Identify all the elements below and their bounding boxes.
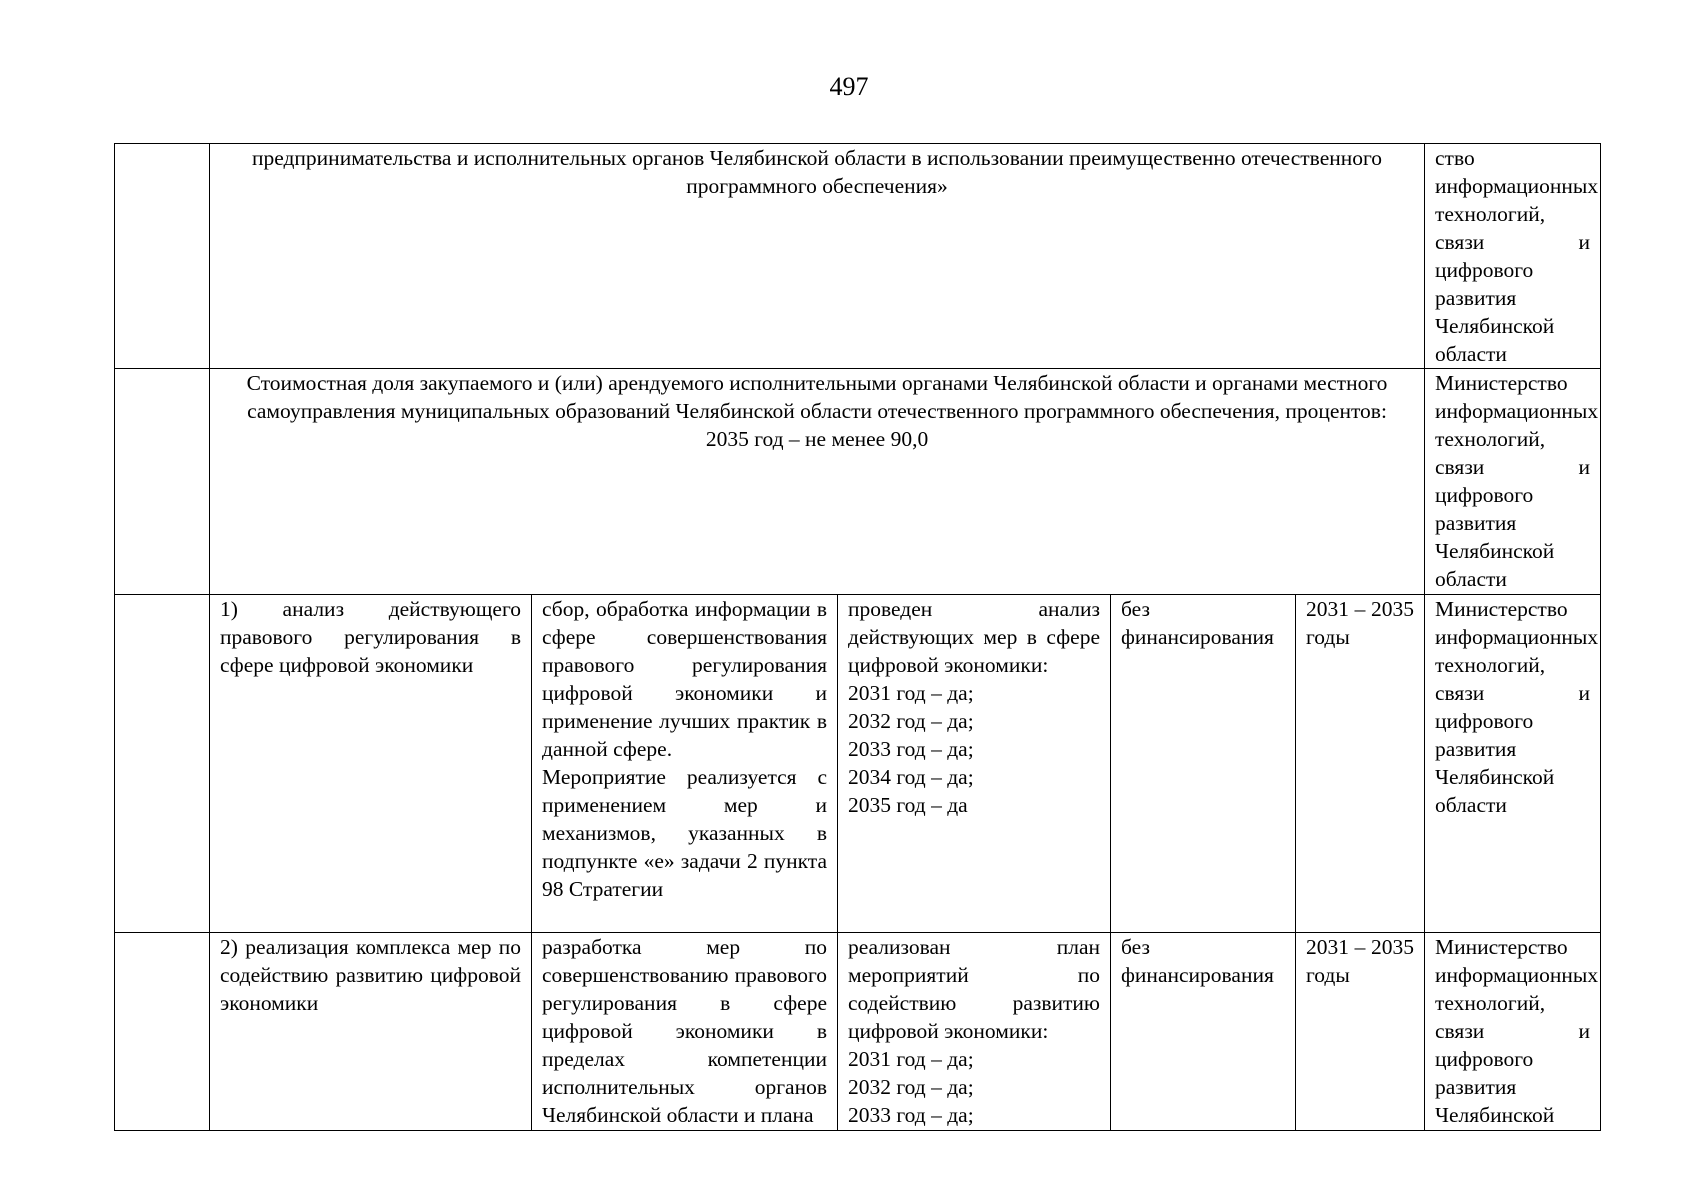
indicator-target: 2035 год – не менее 90,0	[705, 427, 929, 451]
continuation-text: предпринимательства и исполнительных органов Челябинской области в использовании преимущественно отечественного программного обеспечения»	[210, 144, 1425, 369]
responsible-cell: Министерство информационных технологий, связи и цифрового развития Челябинской области	[1425, 595, 1601, 933]
number-cell	[115, 933, 210, 1131]
activity-row	[115, 933, 1601, 1131]
responsible-cell: Министерство информационных технологий, связи и цифрового развития Челябинской	[1425, 933, 1601, 1131]
result-year: 2035 год – да	[848, 793, 968, 817]
result-year: 2031 год – да;	[848, 1047, 974, 1071]
responsible-cell: Министерство информационных технологий, связи и цифрового развития Челябинской области	[1425, 369, 1601, 595]
activity-period: 2031 – 2035 годы	[1296, 595, 1425, 933]
result-year: 2032 год – да;	[848, 1075, 974, 1099]
activity-content-text: сбор, обработка информации в сфере совершенствования правового регулирования цифровой экономики и применение лучших практик в данной сфере.	[542, 597, 827, 761]
result-year: 2033 год – да;	[848, 1103, 974, 1127]
number-cell	[115, 144, 210, 369]
number-cell	[115, 369, 210, 595]
activity-row	[115, 595, 1601, 933]
indicator-cell	[210, 369, 1425, 595]
result-year: 2033 год – да;	[848, 737, 974, 761]
activity-funding: без финансирования	[1111, 933, 1296, 1131]
activity-result	[838, 595, 1111, 933]
measures-table	[114, 143, 1601, 1131]
result-title: проведен анализ действующих мер в сфере цифровой экономики:	[848, 597, 1100, 677]
page-number: 497	[829, 72, 869, 101]
activity-name: 1) анализ действующего правового регулирования в сфере цифровой экономики	[210, 595, 532, 933]
activity-result	[838, 933, 1111, 1131]
activity-content-note: Мероприятие реализуется с применением мер и механизмов, указанных в подпункте «е» задачи 2 пункта 98 Стратегии	[542, 765, 827, 901]
number-cell	[115, 595, 210, 933]
activity-name: 2) реализация комплекса мер по содействию развитию цифровой экономики	[210, 933, 532, 1131]
result-year: 2031 год – да;	[848, 681, 974, 705]
result-year: 2032 год – да;	[848, 709, 974, 733]
activity-period: 2031 – 2035 годы	[1296, 933, 1425, 1131]
responsible-cell: ство информационных технологий, связи и цифрового развития Челябинской области	[1425, 144, 1601, 369]
indicator-text: Стоимостная доля закупаемого и (или) арендуемого исполнительными органами Челябинской области и органами местного самоуправления муниципальных образований Челябинской области отечественного программного обеспечения, процентов:	[246, 371, 1388, 423]
continuation-row	[115, 144, 1601, 369]
result-year: 2034 год – да;	[848, 765, 974, 789]
indicator-row	[115, 369, 1601, 595]
activity-content: разработка мер по совершенствованию правового регулирования в сфере цифровой экономики в пределах компетенции исполнительных органов Челябинской области и плана	[532, 933, 838, 1131]
activity-content	[532, 595, 838, 933]
activity-funding: без финансирования	[1111, 595, 1296, 933]
result-title: реализован план мероприятий по содействию развитию цифровой экономики:	[848, 935, 1100, 1043]
